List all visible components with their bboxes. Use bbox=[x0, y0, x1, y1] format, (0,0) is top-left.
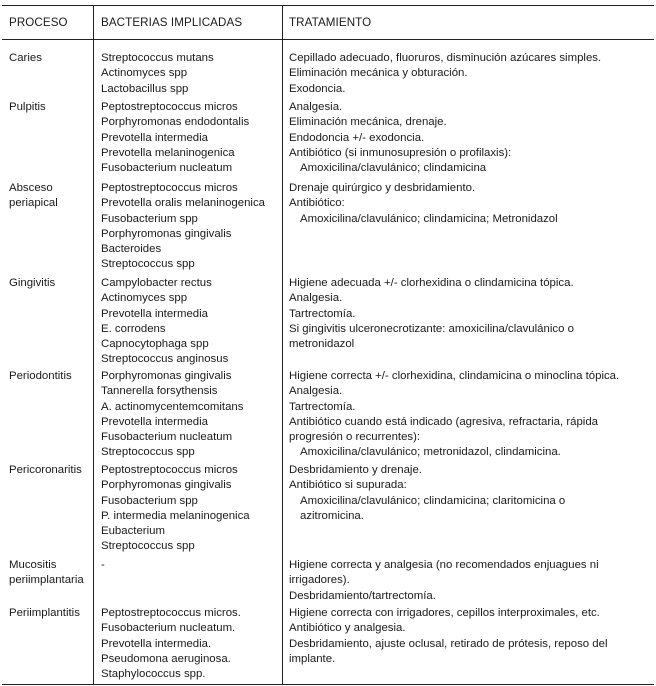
bacteria-line: Fusobacterium spp bbox=[101, 212, 198, 225]
treatment-line: Exodoncia. bbox=[289, 82, 346, 95]
proceso-line: Absceso bbox=[9, 182, 53, 194]
bacteria-line: Peptostreptococcus micros bbox=[101, 182, 238, 194]
row-mucositis-tratamiento bbox=[289, 558, 599, 604]
treatment-line: Analgesia. bbox=[289, 385, 343, 398]
row-mucositis-proceso bbox=[9, 558, 84, 589]
bacteria-line: Fusobacterium spp bbox=[101, 494, 198, 507]
bacteria-line: Lactobacillus spp bbox=[101, 82, 189, 95]
row-gingivitis-proceso bbox=[9, 276, 55, 291]
bacteria-line: - bbox=[101, 559, 105, 571]
bacteria-line: Prevotella intermedia bbox=[101, 307, 208, 320]
treatment-line: Amoxicilina/clavulánico; clindamicina; Metronidazol bbox=[300, 212, 558, 225]
bacteria-line: Streptococcus spp bbox=[101, 540, 195, 553]
row-periimplantitis-tratamiento bbox=[289, 606, 607, 667]
bacteria-line: Prevotella melaninogenica bbox=[101, 146, 235, 159]
header-tratamiento: TRATAMIENTO bbox=[289, 16, 372, 29]
row-pulpitis-bacterias bbox=[101, 100, 249, 176]
row-pericoronaritis-proceso bbox=[9, 463, 82, 478]
row-gingivitis-tratamiento bbox=[289, 276, 574, 352]
row-caries-proceso bbox=[9, 51, 42, 66]
row-caries-tratamiento bbox=[289, 51, 601, 97]
treatment-line: Desbridamiento/tartrectomía. bbox=[289, 589, 436, 602]
table-header-row bbox=[2, 6, 654, 40]
bacteria-line: Prevotella oralis melaninogenica bbox=[101, 197, 265, 210]
bacteria-line: Tannerella forsythensis bbox=[101, 385, 218, 398]
bacteria-line: Prevotella intermedia bbox=[101, 131, 208, 144]
row-periimplantitis-proceso bbox=[9, 606, 80, 621]
proceso-line: Periodontitis bbox=[9, 370, 72, 382]
bacteria-line: E. corrodens bbox=[101, 322, 166, 335]
header-bacterias: BACTERIAS IMPLICADAS bbox=[101, 16, 243, 29]
bacteria-line: Porphyromonas gingivalis bbox=[101, 370, 232, 382]
bacteria-line: Prevotella intermedia bbox=[101, 415, 208, 428]
header-proceso: PROCESO bbox=[9, 16, 68, 29]
treatment-line: Si gingivitis ulceronecrotizante: amoxicilina/clavulánico o bbox=[289, 322, 574, 335]
treatment-line: Desbridamiento y drenaje. bbox=[289, 464, 422, 476]
treatment-line: Cepillado adecuado, fluoruros, disminución azúcares simples. bbox=[289, 52, 602, 64]
row-pulpitis-tratamiento bbox=[289, 100, 511, 176]
bacteria-line: Capnocytophaga spp bbox=[101, 338, 209, 351]
proceso-line: Mucositis bbox=[9, 559, 57, 571]
row-periodontitis-tratamiento bbox=[289, 369, 619, 461]
bacteria-line: Campylobacter rectus bbox=[101, 277, 212, 289]
proceso-line: Caries bbox=[9, 52, 42, 64]
row-absceso-bacterias bbox=[101, 181, 265, 273]
bacteria-line: P. intermedia melaninogenica bbox=[101, 509, 250, 522]
treatment-line: Analgesia. bbox=[289, 101, 343, 113]
treatment-line: Antibiótico cuando está indicado (agresiva, refractaria, rápida bbox=[289, 415, 598, 428]
treatment-line: Amoxicilina/clavulánico; clindamicina bbox=[300, 162, 487, 175]
bacteria-line: Fusobacterium nucleatum. bbox=[101, 622, 236, 635]
treatment-line: Tartrectomía. bbox=[289, 307, 356, 320]
column-divider bbox=[282, 6, 283, 684]
treatment-line: Antibiótico: bbox=[289, 197, 345, 210]
treatment-line: Antibiótico si supurada: bbox=[289, 479, 407, 492]
bacteria-line: Staphylococcus spp. bbox=[101, 668, 206, 681]
proceso-line: periimplantaria bbox=[9, 574, 84, 587]
treatment-line: azitromicina. bbox=[300, 509, 364, 522]
treatment-line: Higiene correcta +/- clorhexidina, clindamicina o minoclina tópica. bbox=[289, 370, 620, 382]
bacteria-line: Porphyromonas gingivalis bbox=[101, 479, 232, 492]
treatment-line: metronidazol bbox=[289, 338, 355, 351]
treatment-line: Amoxicilina/clavulánico; clindamicina; claritomicina o bbox=[300, 494, 566, 507]
treatment-line: Higiene adecuada +/- clorhexidina o clindamicina tópica. bbox=[289, 277, 574, 289]
column-divider bbox=[93, 6, 94, 684]
row-mucositis-bacterias bbox=[101, 558, 105, 573]
proceso-line: periapical bbox=[9, 197, 58, 210]
bacteria-line: Fusobacterium nucleatum bbox=[101, 162, 233, 175]
row-periimplantitis-bacterias bbox=[101, 606, 241, 682]
treatment-line: Drenaje quirúrgico y desbridamiento. bbox=[289, 182, 476, 194]
proceso-line: Gingivitis bbox=[9, 277, 56, 289]
row-pericoronaritis-tratamiento bbox=[289, 463, 565, 524]
bacteria-line: Actinomyces spp bbox=[101, 292, 188, 305]
proceso-line: Pericoronaritis bbox=[9, 464, 82, 476]
treatment-line: Amoxicilina/clavulánico; metronidazol, clindamicina. bbox=[300, 446, 561, 459]
bacteria-line: Eubacterium bbox=[101, 525, 165, 538]
bacteria-line: Streptococcus mutans bbox=[101, 52, 214, 64]
bacteria-line: Pseudomona aeruginosa. bbox=[101, 652, 231, 665]
bacteria-line: Porphyromonas endodontalis bbox=[101, 116, 250, 129]
treatment-line: Endodoncia +/- exodoncia. bbox=[289, 131, 425, 144]
row-absceso-proceso bbox=[9, 181, 58, 212]
row-pericoronaritis-bacterias bbox=[101, 463, 250, 555]
bacteria-line: Prevotella intermedia. bbox=[101, 637, 212, 650]
treatment-line: Antibiótico y analgesia. bbox=[289, 622, 406, 635]
bacteria-line: A. actinomycentemcomitans bbox=[101, 400, 244, 413]
treatment-line: Eliminación mecánica, drenaje. bbox=[289, 116, 447, 129]
bacteria-line: Streptococcus spp bbox=[101, 446, 195, 459]
row-caries-bacterias bbox=[101, 51, 214, 97]
treatment-line: Higiene correcta con irrigadores, cepillos interproximales, etc. bbox=[289, 607, 600, 619]
bacteria-line: Peptostreptococcus micros. bbox=[101, 607, 241, 619]
row-pulpitis-proceso bbox=[9, 100, 46, 115]
row-gingivitis-bacterias bbox=[101, 276, 228, 368]
proceso-line: Pulpitis bbox=[9, 101, 46, 113]
bacteria-line: Fusobacterium nucleatum bbox=[101, 431, 233, 444]
bacteria-line: Peptostreptococcus micros bbox=[101, 464, 238, 476]
bacteria-line: Peptostreptococcus micros bbox=[101, 101, 238, 113]
treatment-line: Desbridamiento, ajuste oclusal, retirado de prótesis, reposo del bbox=[289, 637, 608, 650]
treatment-line: Analgesia. bbox=[289, 292, 343, 305]
treatment-line: Eliminación mecánica y obturación. bbox=[289, 67, 468, 80]
row-periodontitis-bacterias bbox=[101, 369, 243, 461]
bacteria-line: Actinomyces spp bbox=[101, 67, 188, 80]
bacteria-line: Streptococcus anginosus bbox=[101, 353, 229, 366]
treatment-line: progresión o recurrentes): bbox=[289, 431, 421, 444]
treatment-line: Higiene correcta y analgesia (no recomendados enjuagues ni bbox=[289, 559, 599, 571]
bacteria-line: Porphyromonas gingivalis bbox=[101, 227, 232, 240]
row-periodontitis-proceso bbox=[9, 369, 72, 384]
bacteria-line: Streptococcus spp bbox=[101, 258, 195, 271]
bacteria-line: Bacteroides bbox=[101, 243, 162, 256]
proceso-line: Periimplantitis bbox=[9, 607, 80, 619]
treatment-line: irrigadores). bbox=[289, 574, 350, 587]
treatment-line: Antibiótico (si inmunosupresión o profilaxis): bbox=[289, 146, 512, 159]
treatment-line: Tartrectomía. bbox=[289, 400, 356, 413]
treatment-table bbox=[2, 5, 654, 685]
treatment-line: implante. bbox=[289, 652, 336, 665]
row-absceso-tratamiento bbox=[289, 181, 558, 227]
